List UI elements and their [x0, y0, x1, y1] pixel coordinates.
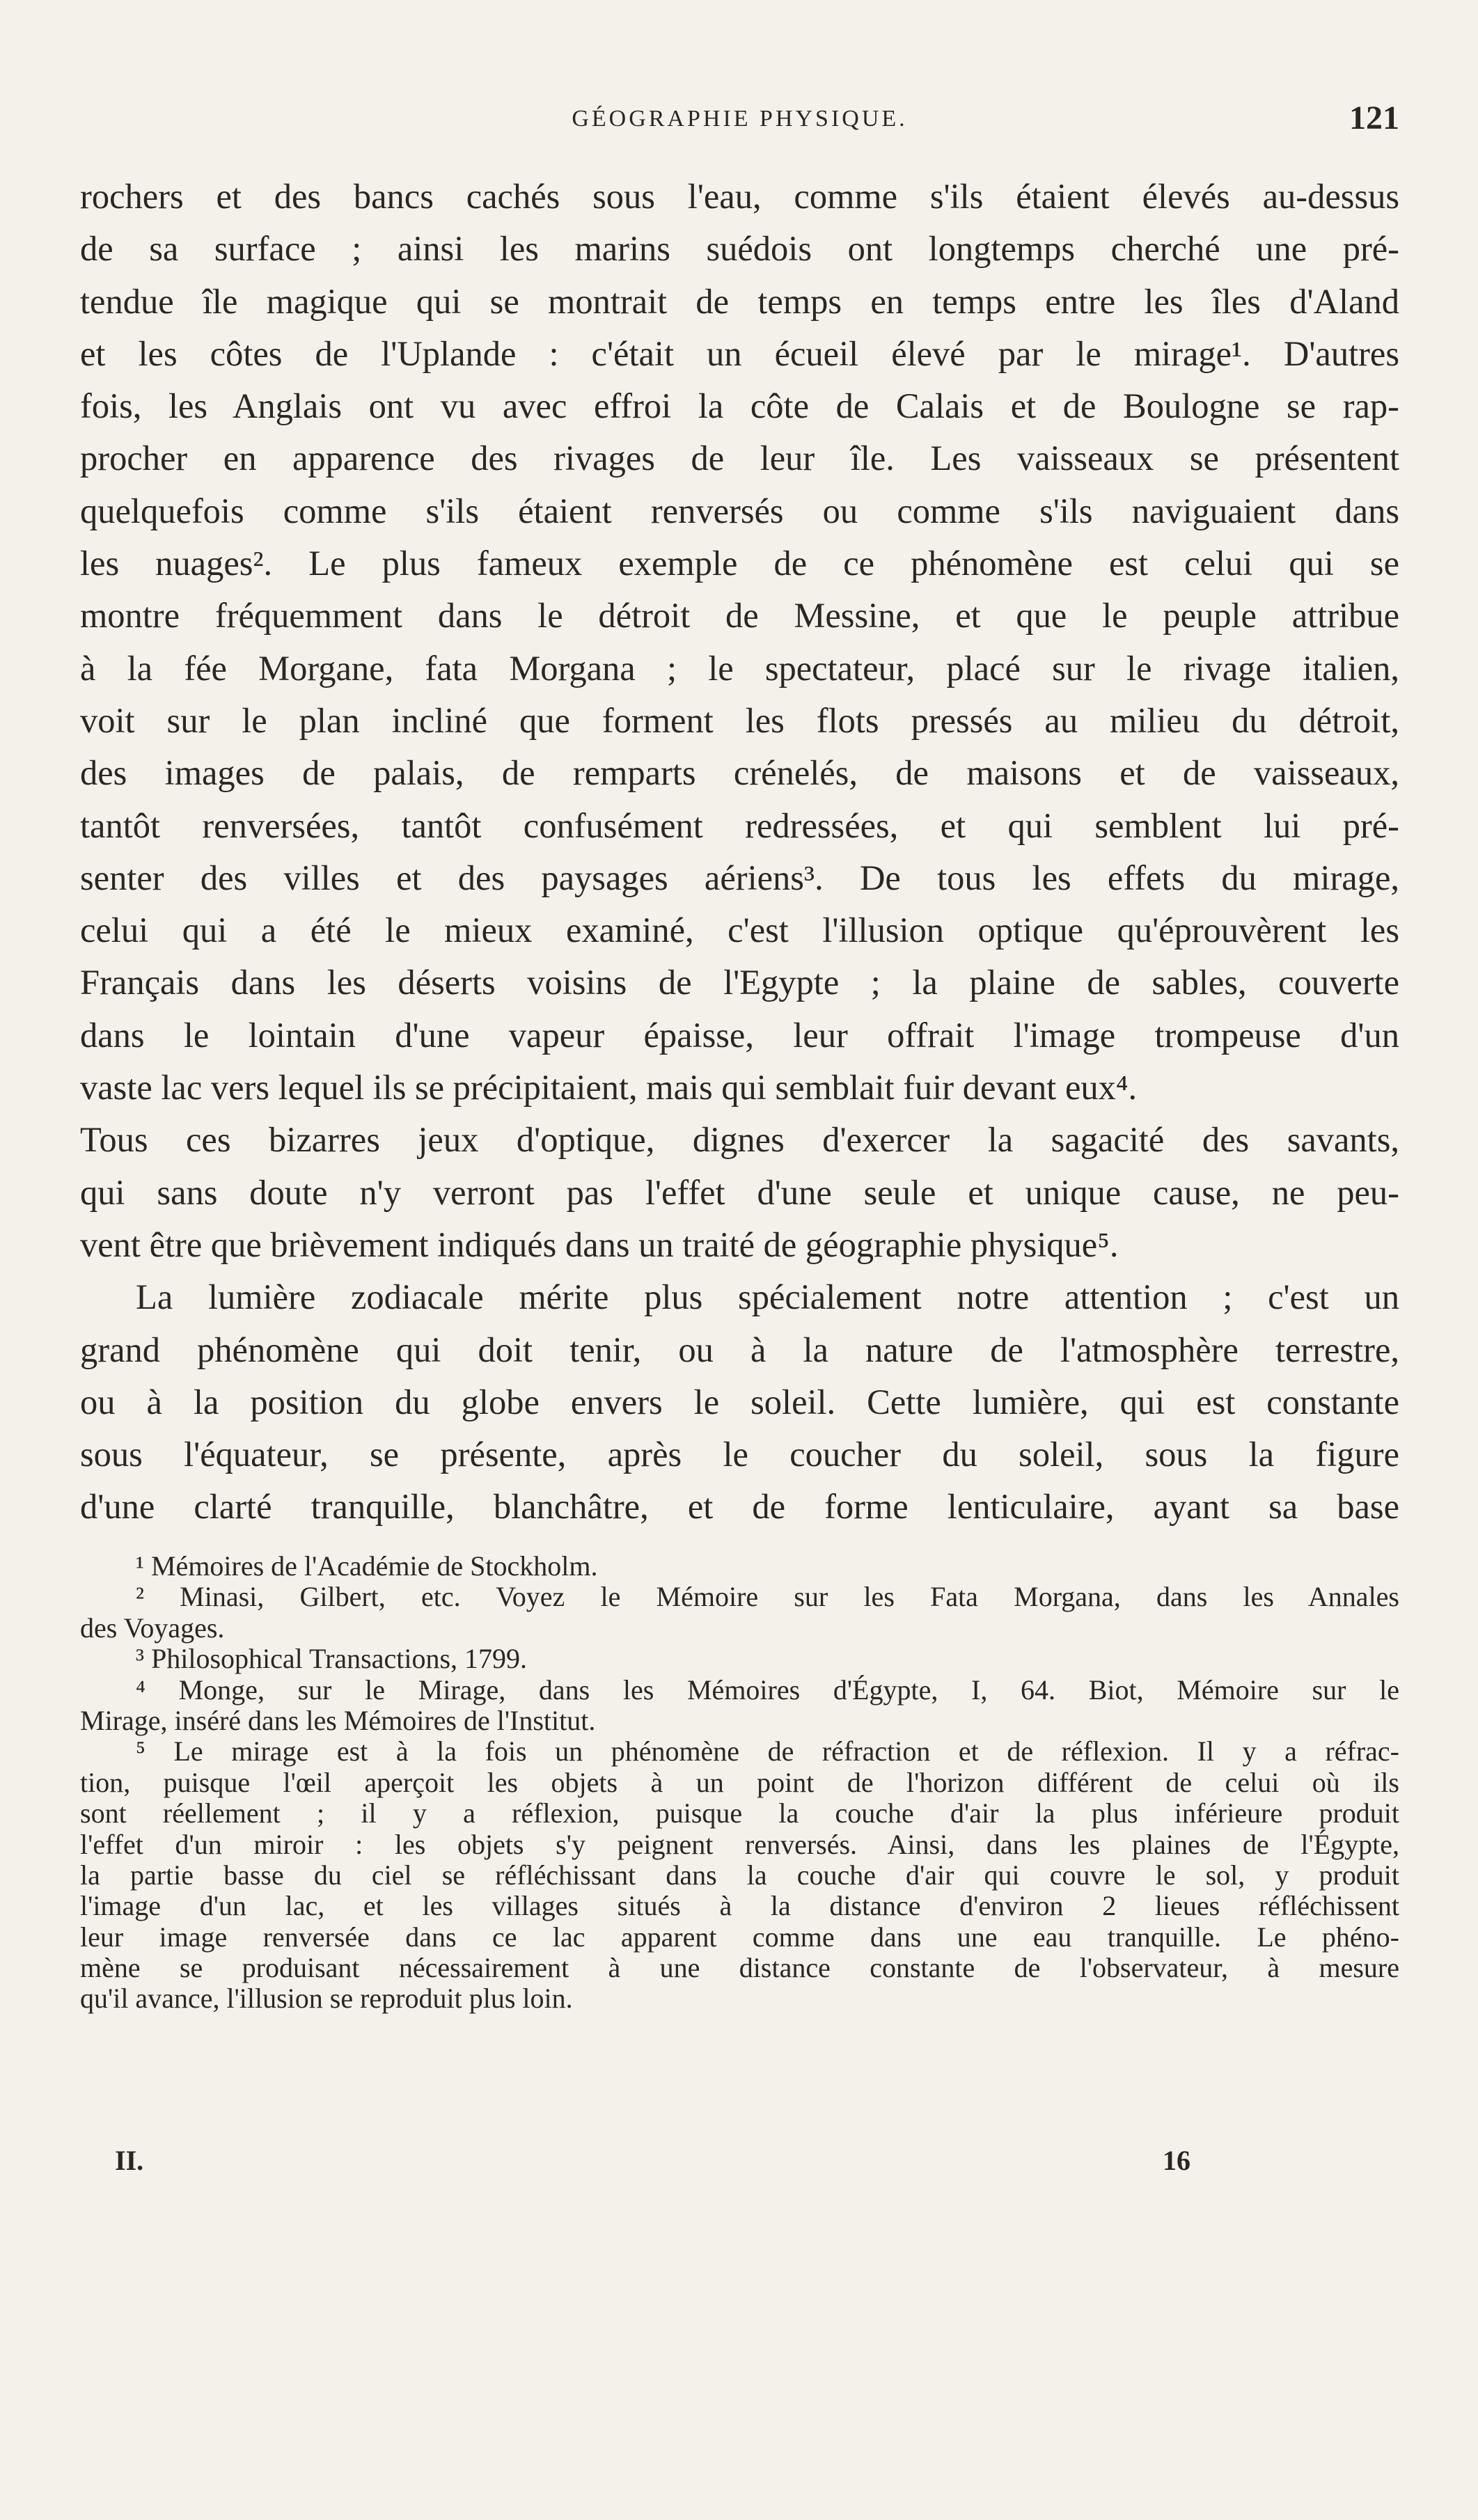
- footnote-line: sont réellement ; il y a réflexion, puisque la couche d'air la plus inférieure produit: [80, 1797, 1399, 1829]
- body-line: ou à la position du globe envers le soleil. Cette lumière, qui est constante: [80, 1382, 1399, 1422]
- body-line: Tous ces bizarres jeux d'optique, dignes d'exercer la sagacité des savants,: [80, 1120, 1399, 1160]
- body-line: rochers et des bancs cachés sous l'eau, comme s'ils étaient élevés au-dessus: [80, 177, 1399, 216]
- body-line: dans le lointain d'une vapeur épaisse, leur offrait l'image trompeuse d'un: [80, 1015, 1399, 1055]
- footnote-line: leur image renversée dans ce lac apparent comme dans une eau tranquille. Le phéno-: [80, 1921, 1399, 1953]
- footnote-line: l'effet d'un miroir : les objets s'y peignent renversés. Ainsi, dans les plaines de l'Égypte,: [80, 1828, 1399, 1860]
- body-line: quelquefois comme s'ils étaient renversés ou comme s'ils naviguaient dans: [80, 491, 1399, 530]
- footnote-line: ² Minasi, Gilbert, etc. Voyez le Mémoire sur les Fata Morgana, dans les Annales: [136, 1581, 1399, 1613]
- footnote-line: ⁴ Monge, sur le Mirage, dans les Mémoires d'Égypte, I, 64. Biot, Mémoire sur le: [136, 1674, 1399, 1706]
- footnote-line: ¹ Mémoires de l'Académie de Stockholm.: [136, 1550, 598, 1582]
- body-line: procher en apparence des rivages de leur île. Les vaisseaux se présentent: [80, 439, 1399, 478]
- body-line: à la fée Morgane, fata Morgana ; le spectateur, placé sur le rivage italien,: [80, 648, 1399, 688]
- body-line: Français dans les déserts voisins de l'Egypte ; la plaine de sables, couverte: [80, 963, 1399, 1002]
- body-line: des images de palais, de remparts crénelés, de maisons et de vaisseaux,: [80, 753, 1399, 793]
- body-line: senter des villes et des paysages aériens³. De tous les effets du mirage,: [80, 858, 1399, 897]
- footnote-line: Mirage, inséré dans les Mémoires de l'Institut.: [80, 1704, 596, 1736]
- body-line: fois, les Anglais ont vu avec effroi la côte de Calais et de Boulogne se rap-: [80, 386, 1399, 426]
- body-line: tantôt renversées, tantôt confusément redressées, et qui semblent lui pré-: [80, 805, 1399, 845]
- footnote-line: qu'il avance, l'illusion se reproduit plus loin.: [80, 1983, 573, 2015]
- footnote-line: l'image d'un lac, et les villages situés à la distance d'environ 2 lieues réfléchissent: [80, 1890, 1399, 1922]
- body-line: sous l'équateur, se présente, après le coucher du soleil, sous la figure: [80, 1435, 1399, 1474]
- body-line: celui qui a été le mieux examiné, c'est l'illusion optique qu'éprouvèrent les: [80, 911, 1399, 950]
- body-line: et les côtes de l'Uplande : c'était un écueil élevé par le mirage¹. D'autres: [80, 333, 1399, 373]
- footnote-line: tion, puisque l'œil aperçoit les objets à un point de l'horizon différent de celui où ils: [80, 1766, 1399, 1798]
- footnote-line: ³ Philosophical Transactions, 1799.: [136, 1643, 528, 1675]
- footnote-line: des Voyages.: [80, 1612, 225, 1644]
- body-line: vaste lac vers lequel ils se précipitaient, mais qui semblait fuir devant eux⁴.: [80, 1068, 1138, 1108]
- body-line: qui sans doute n'y verront pas l'effet d'une seule et unique cause, ne peu-: [80, 1172, 1399, 1212]
- page-number: 121: [1349, 100, 1399, 136]
- body-line: voit sur le plan incliné que forment les flots pressés au milieu du détroit,: [80, 700, 1399, 740]
- body-line: d'une clarté tranquille, blanchâtre, et de forme lenticulaire, ayant sa base: [80, 1487, 1399, 1527]
- footnote-line: la partie basse du ciel se réfléchissant dans la couche d'air qui couvre le sol, y produit: [80, 1859, 1399, 1891]
- footnote-line: mène se produisant nécessairement à une distance constante de l'observateur, à mesure: [80, 1952, 1399, 1984]
- body-text: [80, 171, 1399, 1534]
- page-header: [80, 99, 1399, 141]
- footnotes: [80, 1551, 1399, 2015]
- body-line: de sa surface ; ainsi les marins suédois ont longtemps cherché une pré-: [80, 229, 1399, 269]
- body-line: les nuages². Le plus fameux exemple de ce phénomène est celui qui se: [80, 544, 1399, 583]
- footnote-line: ⁵ Le mirage est à la fois un phénomène de réfraction et de réflexion. Il y a réfrac-: [136, 1735, 1399, 1767]
- body-line: montre fréquemment dans le détroit de Messine, et que le peuple attribue: [80, 596, 1399, 636]
- body-line: tendue île magique qui se montrait de temps en temps entre les îles d'Aland: [80, 281, 1399, 321]
- volume-signature: II.: [115, 2145, 144, 2176]
- body-line: grand phénomène qui doit tenir, ou à la nature de l'atmosphère terrestre,: [80, 1330, 1399, 1369]
- body-line: vent être que brièvement indiqués dans un traité de géographie physique⁵.: [80, 1224, 1119, 1264]
- sheet-signature: 16: [1163, 2145, 1190, 2176]
- body-line: La lumière zodiacale mérite plus spécialement notre attention ; c'est un: [136, 1277, 1399, 1317]
- running-title: GÉOGRAPHIE PHYSIQUE.: [572, 106, 908, 132]
